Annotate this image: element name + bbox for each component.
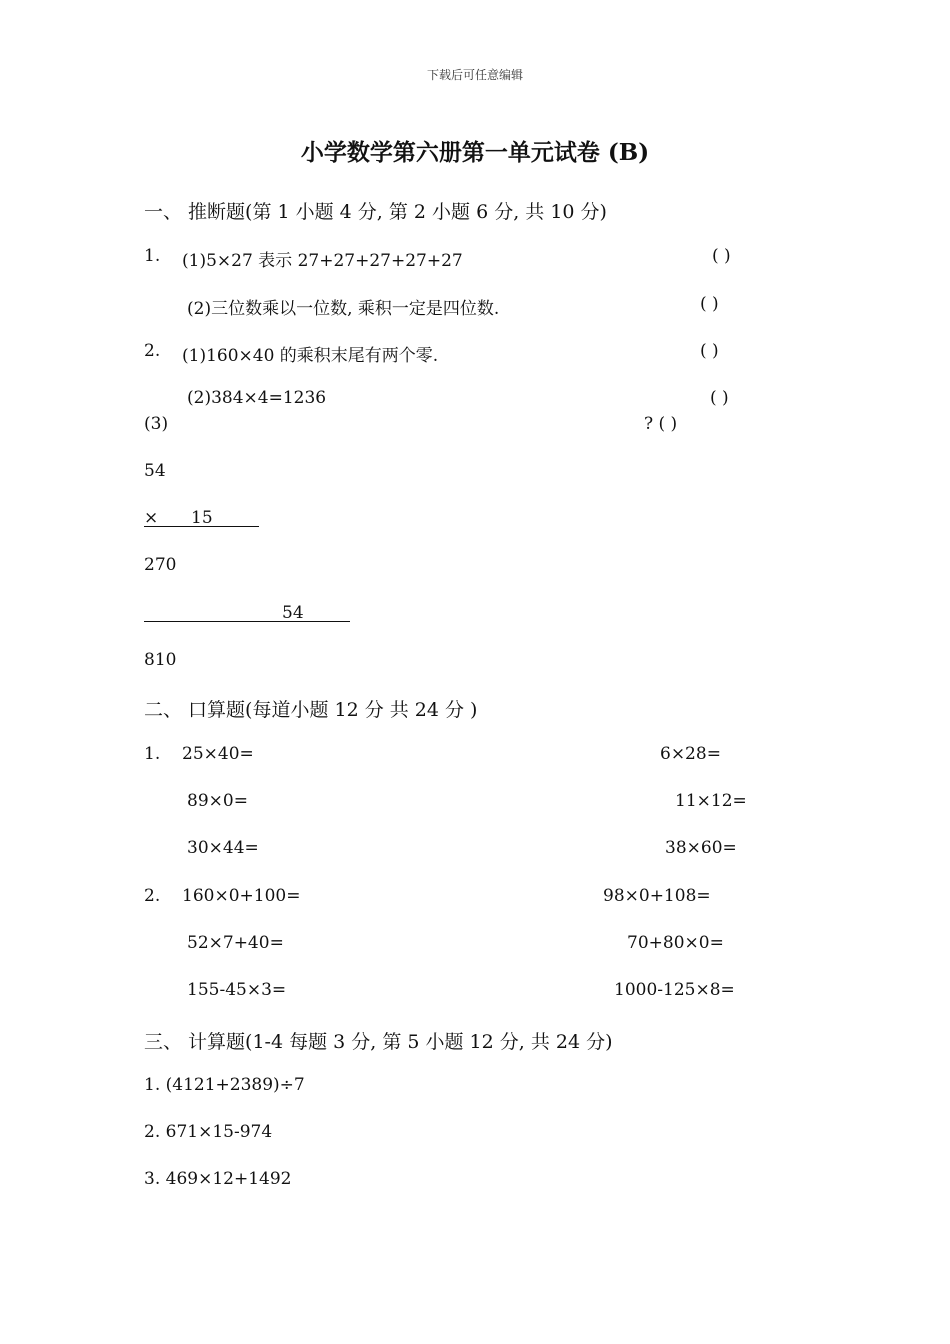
q2-part2-answer-bracket[interactable]: ( )	[710, 388, 729, 408]
q2-part1-answer-bracket[interactable]: ( )	[700, 341, 719, 361]
q2-part2-text: (2)384×4=1236	[187, 388, 327, 408]
exam-title: 小学数学第六册第一单元试卷 (B)	[300, 139, 650, 166]
calc-item-3: 3. 469×12+1492	[144, 1169, 292, 1189]
vertical-underline-2	[144, 621, 350, 622]
section1-heading: 一、 推断题(第 1 小题 4 分, 第 2 小题 6 分, 共 10 分)	[144, 201, 607, 223]
vertical-times-sign: ×	[144, 508, 159, 528]
oral-right-6: 1000-125×8=	[614, 980, 735, 1000]
vertical-partial-product-2: 54	[282, 603, 304, 623]
page-header: 下载后可任意编辑	[426, 68, 523, 82]
q2-part1-text: (1)160×40 的乘积末尾有两个零.	[182, 346, 439, 366]
q1-part2-answer-bracket[interactable]: ( )	[700, 294, 719, 314]
vertical-result: 810	[144, 650, 177, 670]
q1-part2-text: (2)三位数乘以一位数, 乘积一定是四位数.	[187, 299, 500, 319]
calc-item-1: 1. (4121+2389)÷7	[144, 1075, 305, 1095]
calc-item-2: 2. 671×15-974	[144, 1122, 273, 1142]
oral-group2-number: 2.	[144, 886, 161, 906]
oral-right-4: 98×0+108=	[603, 886, 711, 906]
oral-right-1: 6×28=	[660, 744, 721, 764]
oral-left-3: 30×44=	[187, 838, 259, 858]
q1-number: 1.	[144, 246, 161, 266]
section3-heading: 三、 计算题(1-4 每题 3 分, 第 5 小题 12 分, 共 24 分)	[144, 1031, 613, 1053]
vertical-partial-product-1: 270	[144, 555, 177, 575]
q3-label: (3)	[144, 414, 169, 434]
oral-group1-number: 1.	[144, 744, 161, 764]
q2-number: 2.	[144, 341, 161, 361]
oral-right-3: 38×60=	[665, 838, 737, 858]
oral-left-6: 155-45×3=	[187, 980, 287, 1000]
q3-answer-bracket[interactable]: ? ( )	[644, 414, 678, 434]
q1-part1-answer-bracket[interactable]: ( )	[712, 246, 731, 266]
oral-left-4: 160×0+100=	[182, 886, 301, 906]
section2-heading: 二、 口算题(每道小题 12 分 共 24 分 )	[144, 699, 478, 721]
q1-part1-text: (1)5×27 表示 27+27+27+27+27	[182, 251, 463, 271]
vertical-top-number: 54	[144, 461, 166, 481]
oral-right-5: 70+80×0=	[627, 933, 724, 953]
oral-left-1: 25×40=	[182, 744, 254, 764]
oral-right-2: 11×12=	[675, 791, 747, 811]
oral-left-2: 89×0=	[187, 791, 248, 811]
vertical-underline-1	[144, 526, 259, 527]
vertical-multiplier: 15	[191, 508, 213, 528]
oral-left-5: 52×7+40=	[187, 933, 284, 953]
